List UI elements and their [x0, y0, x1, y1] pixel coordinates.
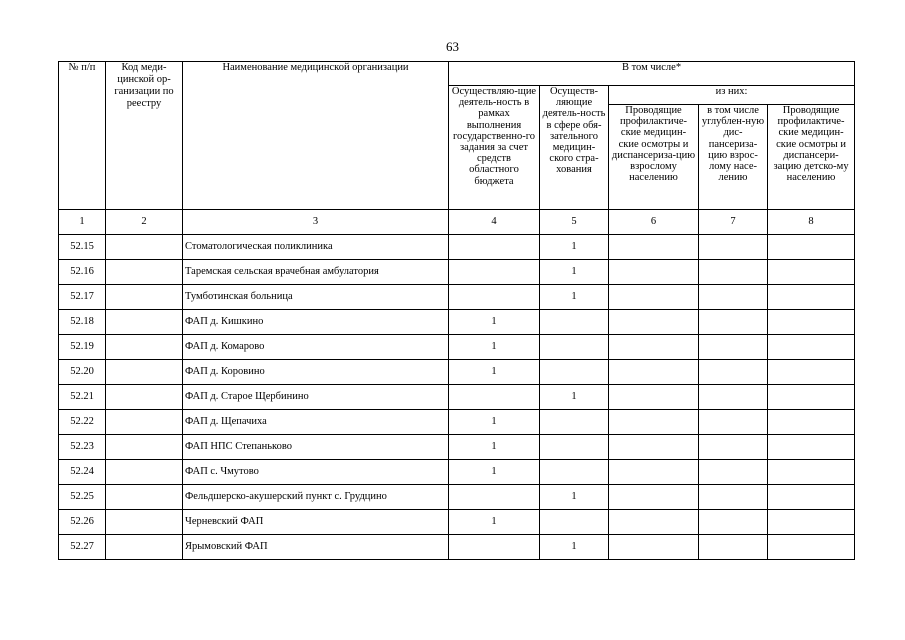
adult-exam-cell	[609, 460, 699, 485]
budget-cell: 1	[449, 460, 540, 485]
column-number: 6	[609, 210, 699, 235]
child-exam-cell	[768, 410, 855, 435]
org-name-cell: ФАП с. Чмутово	[183, 460, 449, 485]
row-number-cell: 52.18	[59, 310, 106, 335]
child-exam-cell	[768, 385, 855, 410]
adult-exam-cell	[609, 485, 699, 510]
budget-cell	[449, 285, 540, 310]
row-number-cell: 52.21	[59, 385, 106, 410]
budget-cell: 1	[449, 360, 540, 385]
column-number: 2	[106, 210, 183, 235]
header-col-code: Код меди-цинской ор-ганизации по реестру	[106, 62, 183, 210]
org-code-cell	[106, 410, 183, 435]
org-name-cell: ФАП НПС Степаньково	[183, 435, 449, 460]
org-code-cell	[106, 335, 183, 360]
row-number-cell: 52.16	[59, 260, 106, 285]
header-col-budget: Осуществляю-щие деятель-ность в рамках выполнения государственно-го задания за счет средств областного бюджета	[449, 86, 540, 210]
adult-exam-cell	[609, 435, 699, 460]
header-subgroup-of-them: из них:	[609, 86, 855, 105]
org-code-cell	[106, 235, 183, 260]
adult-exam-cell	[609, 510, 699, 535]
row-number-cell: 52.27	[59, 535, 106, 560]
org-name-cell: ФАП д. Коровино	[183, 360, 449, 385]
table-row	[59, 285, 855, 310]
deep-exam-cell	[699, 335, 768, 360]
deep-exam-cell	[699, 285, 768, 310]
column-number: 1	[59, 210, 106, 235]
budget-cell: 1	[449, 310, 540, 335]
deep-exam-cell	[699, 385, 768, 410]
column-number: 5	[540, 210, 609, 235]
adult-exam-cell	[609, 260, 699, 285]
column-numbers-row	[59, 210, 855, 235]
row-number-cell: 52.15	[59, 235, 106, 260]
org-name-cell: Ярымовский ФАП	[183, 535, 449, 560]
deep-exam-cell	[699, 535, 768, 560]
adult-exam-cell	[609, 535, 699, 560]
org-code-cell	[106, 310, 183, 335]
table-row	[59, 360, 855, 385]
budget-cell	[449, 535, 540, 560]
child-exam-cell	[768, 460, 855, 485]
deep-exam-cell	[699, 435, 768, 460]
table-row	[59, 310, 855, 335]
deep-exam-cell	[699, 410, 768, 435]
budget-cell: 1	[449, 435, 540, 460]
oms-cell	[540, 310, 609, 335]
org-name-cell: ФАП д. Старое Щербинино	[183, 385, 449, 410]
oms-cell: 1	[540, 485, 609, 510]
adult-exam-cell	[609, 360, 699, 385]
child-exam-cell	[768, 285, 855, 310]
adult-exam-cell	[609, 285, 699, 310]
row-number-cell: 52.24	[59, 460, 106, 485]
deep-exam-cell	[699, 260, 768, 285]
deep-exam-cell	[699, 485, 768, 510]
column-number: 8	[768, 210, 855, 235]
budget-cell	[449, 385, 540, 410]
org-name-cell: Тумботинская больница	[183, 285, 449, 310]
org-code-cell	[106, 385, 183, 410]
oms-cell	[540, 510, 609, 535]
column-number: 3	[183, 210, 449, 235]
table-row	[59, 235, 855, 260]
deep-exam-cell	[699, 510, 768, 535]
budget-cell: 1	[449, 510, 540, 535]
column-number: 7	[699, 210, 768, 235]
child-exam-cell	[768, 485, 855, 510]
org-name-cell: ФАП д. Кишкино	[183, 310, 449, 335]
oms-cell	[540, 460, 609, 485]
child-exam-cell	[768, 360, 855, 385]
table-row	[59, 260, 855, 285]
org-name-cell: ФАП д. Щепачиха	[183, 410, 449, 435]
org-name-cell: Фельдшерско-акушерский пункт с. Грудцино	[183, 485, 449, 510]
row-number-cell: 52.20	[59, 360, 106, 385]
oms-cell	[540, 435, 609, 460]
header-col-no: № п/п	[59, 62, 106, 210]
child-exam-cell	[768, 310, 855, 335]
org-name-cell: ФАП д. Комарово	[183, 335, 449, 360]
budget-cell	[449, 260, 540, 285]
header-col-child: Проводящие профилактиче-ские медицин-ские осмотры и диспансери-зацию детско-му населению	[768, 105, 855, 210]
table-row	[59, 460, 855, 485]
table-row	[59, 535, 855, 560]
row-number-cell: 52.25	[59, 485, 106, 510]
table-row	[59, 435, 855, 460]
child-exam-cell	[768, 510, 855, 535]
oms-cell	[540, 360, 609, 385]
header-col-name: Наименование медицинской организации	[183, 62, 449, 210]
oms-cell	[540, 410, 609, 435]
oms-cell: 1	[540, 285, 609, 310]
budget-cell	[449, 235, 540, 260]
child-exam-cell	[768, 435, 855, 460]
org-code-cell	[106, 360, 183, 385]
table-row	[59, 335, 855, 360]
child-exam-cell	[768, 235, 855, 260]
child-exam-cell	[768, 535, 855, 560]
header-col-oms: Осуществ-ляющие деятель-ность в сфере обя-зательного медицин-ского стра-хования	[540, 86, 609, 210]
org-code-cell	[106, 510, 183, 535]
org-name-cell: Черневский ФАП	[183, 510, 449, 535]
table-row	[59, 385, 855, 410]
org-name-cell: Стоматологическая поликлиника	[183, 235, 449, 260]
child-exam-cell	[768, 335, 855, 360]
medical-organizations-table	[58, 61, 855, 560]
row-number-cell: 52.23	[59, 435, 106, 460]
adult-exam-cell	[609, 335, 699, 360]
header-group-including: В том числе*	[449, 62, 855, 86]
page-number: 63	[446, 39, 459, 54]
oms-cell	[540, 335, 609, 360]
child-exam-cell	[768, 260, 855, 285]
org-code-cell	[106, 260, 183, 285]
budget-cell: 1	[449, 335, 540, 360]
table-row	[59, 485, 855, 510]
row-number-cell: 52.19	[59, 335, 106, 360]
deep-exam-cell	[699, 235, 768, 260]
org-name-cell: Таремская сельская врачебная амбулатория	[183, 260, 449, 285]
deep-exam-cell	[699, 460, 768, 485]
table-row	[59, 510, 855, 535]
org-code-cell	[106, 485, 183, 510]
org-code-cell	[106, 535, 183, 560]
adult-exam-cell	[609, 310, 699, 335]
oms-cell: 1	[540, 535, 609, 560]
row-number-cell: 52.17	[59, 285, 106, 310]
row-number-cell: 52.26	[59, 510, 106, 535]
row-number-cell: 52.22	[59, 410, 106, 435]
adult-exam-cell	[609, 385, 699, 410]
adult-exam-cell	[609, 410, 699, 435]
org-code-cell	[106, 285, 183, 310]
oms-cell: 1	[540, 235, 609, 260]
adult-exam-cell	[609, 235, 699, 260]
deep-exam-cell	[699, 360, 768, 385]
table-row	[59, 410, 855, 435]
org-code-cell	[106, 460, 183, 485]
header-col-deep: в том числе углублен-ную дис-пансериза-цию взрос-лому насе-лению	[699, 105, 768, 210]
oms-cell: 1	[540, 385, 609, 410]
budget-cell: 1	[449, 410, 540, 435]
org-code-cell	[106, 435, 183, 460]
oms-cell: 1	[540, 260, 609, 285]
deep-exam-cell	[699, 310, 768, 335]
column-number: 4	[449, 210, 540, 235]
budget-cell	[449, 485, 540, 510]
header-col-adult: Проводящие профилактиче-ские медицин-ские осмотры и диспансериза-цию взрослому населению	[609, 105, 699, 210]
